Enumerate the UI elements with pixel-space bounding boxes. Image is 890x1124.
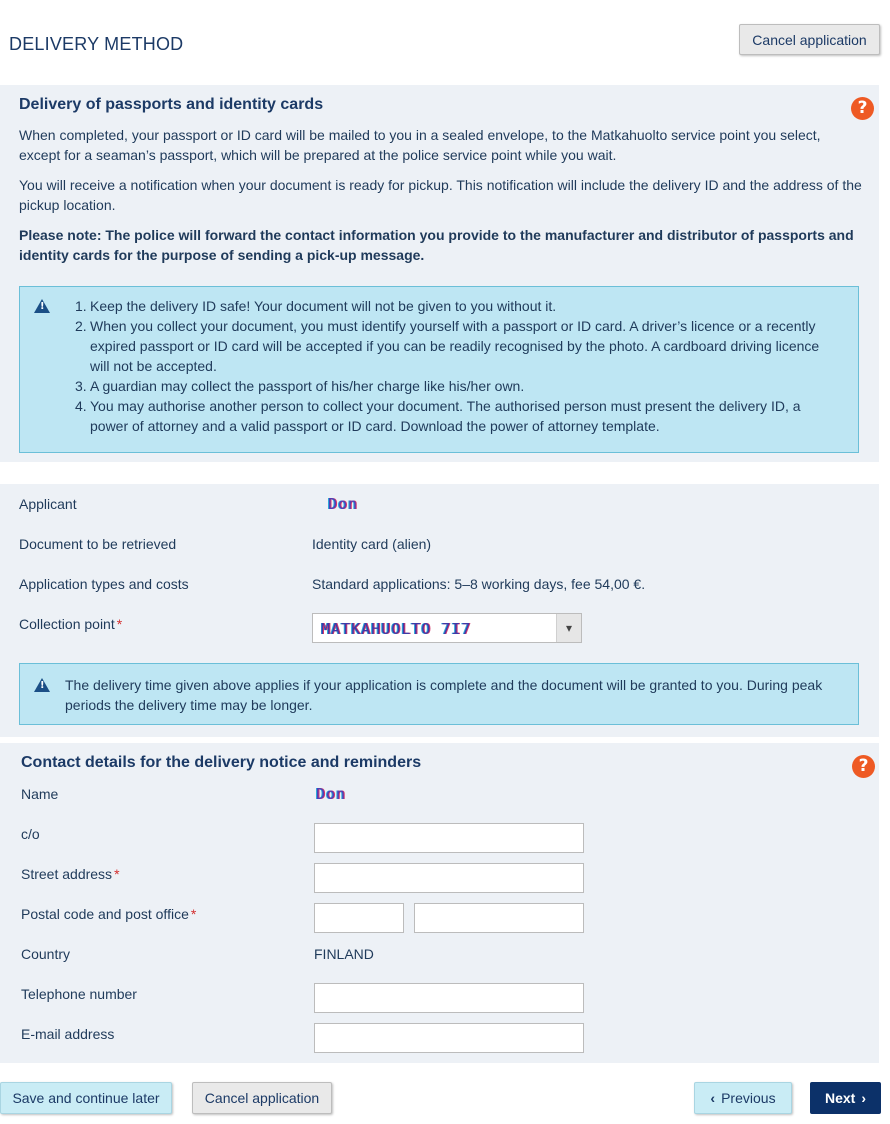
telephone-input[interactable] <box>314 983 584 1013</box>
application-types-label: Application types and costs <box>19 576 189 592</box>
required-marker: * <box>116 616 123 632</box>
list-item: 1. Keep the delivery ID safe! Your document will not be given to you without it. <box>75 298 557 314</box>
co-input[interactable] <box>314 823 584 853</box>
delivery-info-notice <box>19 286 859 453</box>
telephone-label: Telephone number <box>21 986 137 1002</box>
required-marker: * <box>114 866 120 882</box>
warning-icon <box>34 299 50 313</box>
email-input[interactable] <box>314 1023 584 1053</box>
name-label: Name <box>21 786 59 802</box>
document-label: Document to be retrieved <box>19 536 177 552</box>
applicant-name: Don <box>328 495 359 513</box>
post-office-input[interactable] <box>414 903 584 933</box>
save-continue-later-button[interactable]: Save and continue later <box>0 1082 172 1114</box>
chevron-left-icon: ‹ <box>710 1090 716 1106</box>
collection-point-select[interactable] <box>312 613 582 643</box>
warning-icon <box>34 678 50 692</box>
chevron-right-icon: › <box>861 1090 867 1106</box>
next-button[interactable]: Next › <box>810 1082 881 1114</box>
postal-code-label: Postal code and post office * <box>21 906 197 922</box>
page-title: DELIVERY METHOD <box>9 34 184 54</box>
cancel-application-button[interactable]: Cancel application <box>192 1082 332 1114</box>
help-icon[interactable]: ? <box>851 97 874 120</box>
contact-details-title: Contact details for the delivery notice and reminders <box>21 754 422 771</box>
country-value: FINLAND <box>314 946 374 962</box>
delivery-info-title: Delivery of passports and identity cards <box>19 96 324 113</box>
list-item: 2. When you collect your document, you must identify yourself with a passport or ID card. A driver’s licence or a recently expired passport or ID card will be accepted if you can be readily recognised by the photo. A cardboard driving licence will not be accepted. <box>75 318 820 374</box>
postal-code-input[interactable] <box>314 903 404 933</box>
notice-list <box>75 296 835 436</box>
street-address-input[interactable] <box>314 863 584 893</box>
collection-point-label: Collection point * <box>19 616 123 632</box>
delivery-time-notice <box>19 663 859 725</box>
co-label: c/o <box>21 826 40 842</box>
previous-button[interactable]: ‹ Previous <box>694 1082 792 1114</box>
delivery-info-paragraph-2: You will receive a notification when your document is ready for pickup. This notification will include the delivery ID and the address of the pickup location. <box>19 177 862 213</box>
delivery-info-note: Please note: The police will forward the contact information you provide to the manufacturer and distributor of passports and identity cards for the purpose of sending a pick-up message. <box>19 227 854 263</box>
list-item: 3. A guardian may collect the passport of his/her charge like his/her own. <box>75 378 525 394</box>
contact-name: Don <box>316 785 347 803</box>
required-marker: * <box>190 906 197 922</box>
cancel-application-button-top[interactable]: Cancel application <box>739 24 880 55</box>
application-types-value: Standard applications: 5–8 working days, fee 54,00 €. <box>312 576 646 592</box>
country-label: Country <box>21 946 71 962</box>
street-address-label: Street address * <box>21 866 120 882</box>
applicant-label: Applicant <box>19 496 77 512</box>
document-value: Identity card (alien) <box>312 536 432 552</box>
collection-point-selected: MATKAHUOLTO 7I7 <box>321 620 472 638</box>
chevron-down-icon[interactable]: ▾ <box>556 614 581 642</box>
help-icon[interactable]: ? <box>852 755 875 778</box>
email-label: E-mail address <box>21 1026 115 1042</box>
delivery-time-notice-text: The delivery time given above applies if your application is complete and the document will be granted to you. During peak periods the delivery time may be longer. <box>65 677 823 713</box>
delivery-info-paragraph-1: When completed, your passport or ID card will be mailed to you in a sealed envelope, to the Matkahuolto service point you select, except for a seaman’s passport, which will be prepared at the police service point while you wait. <box>19 127 821 163</box>
list-item: 4. You may authorise another person to collect your document. The authorised person must present the delivery ID, a power of attorney and a valid passport or ID card. Download the power of attorney template. <box>75 398 801 434</box>
